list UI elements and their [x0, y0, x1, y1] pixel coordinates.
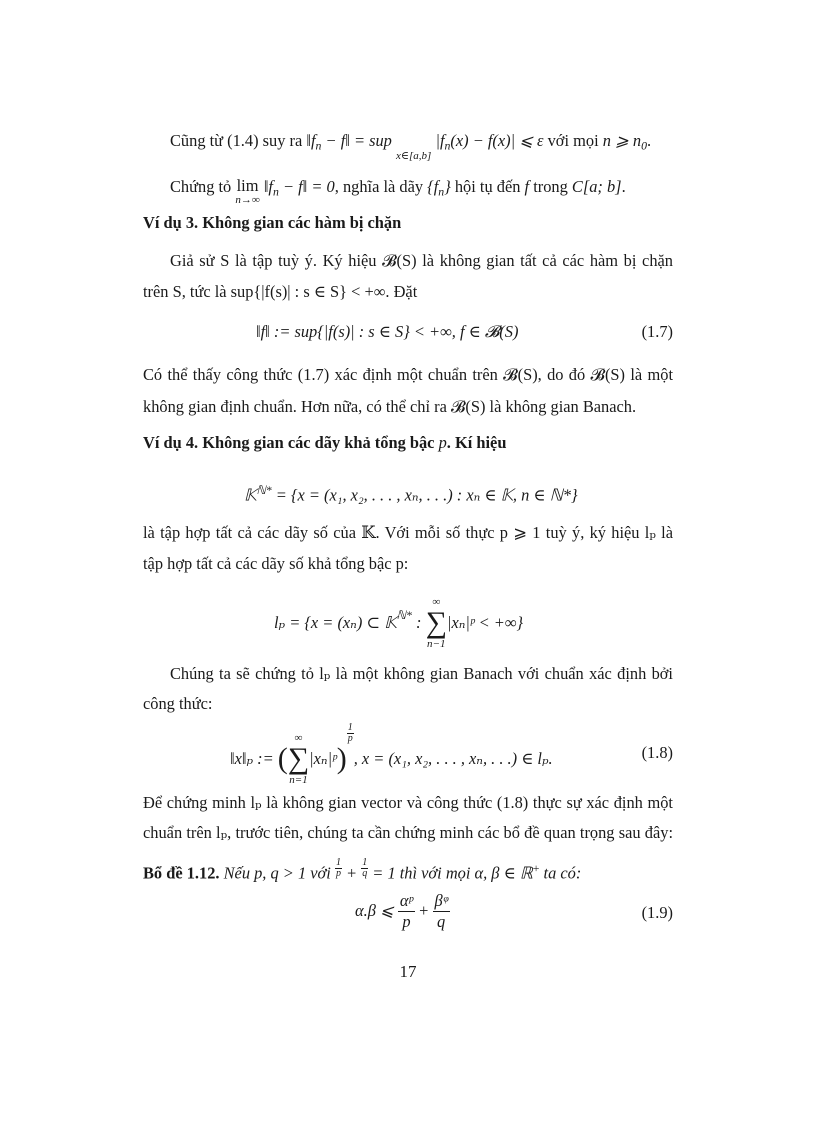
summation-norm: ∞ ∑ n=1 — [287, 732, 310, 787]
example-4-heading: Ví dụ 4. Không gian các dãy khả tổng bậc p. Kí hiệu — [143, 433, 507, 452]
p2-tail: hội tụ đến — [454, 177, 521, 196]
fraction-1-p: $\frac{1}{p}$ — [335, 857, 341, 880]
example-4-line-2: tập hợp tất cả các dãy số khả tổng bậc p: — [143, 554, 409, 573]
limit-operator: lim n→∞ — [235, 176, 260, 206]
example-3-line-4: không gian định chuẩn. Hơn nữa, có thể chỉ ra 𝓑(S) là không gian Banach. — [143, 397, 637, 416]
p2-lead: Chứng tỏ — [170, 177, 232, 196]
example-3-line-3: Có thể thấy công thức (1.7) xác định một chuẩn trên 𝓑(S), do đó 𝓑(S) là một — [143, 365, 673, 384]
p1-cond: n ⩾ $n_0$ — [602, 131, 647, 153]
equation-k-n: 𝕂$^{ℕ*}$ = {x = (x₁, x₂, . . . , xₙ, . . .) : xₙ ∈ 𝕂, n ∈ ℕ*} — [244, 483, 578, 505]
equation-lp: lₚ = {x = (xₙ) ⊂ 𝕂$^{ℕ*}$ : ∞ ∑ n−1 |xₙ|ᵖ < +∞} — [274, 596, 524, 651]
eq-number-1-8: (1.8) — [641, 743, 673, 762]
example-4-line-6: chuẩn trên lₚ, trước tiên, chúng ta cần chứng minh các bổ đề quan trọng sau đây: — [143, 823, 673, 842]
lemma-label: Bổ đề 1.12. — [143, 863, 220, 883]
example-4-line-3: Chúng ta sẽ chứng tỏ lₚ là một không gian Banach với chuẩn xác định bởi — [170, 664, 673, 683]
equation-1-7: ‖f‖ := sup{|f(s)| : s ∈ S} < +∞, f ∈ 𝓑(S) — [256, 322, 519, 341]
sup-operator: x∈[a,b] — [395, 150, 432, 162]
p2-trong: trong — [533, 177, 568, 196]
exponent-fraction: $\frac{1}{p}$ — [347, 722, 353, 744]
p1-formula: $‖f_n$ − f‖ = sup — [306, 131, 392, 153]
example-4-line-1: là tập hợp tất cả các dãy số của 𝕂. Với mỗi số thực p ⩾ 1 tuỳ ý, ký hiệu lₚ là — [143, 523, 673, 542]
p2-space: C[a; b] — [571, 177, 622, 196]
lemma-1-12: Bổ đề 1.12. Nếu p, q > 1 với $\frac{1}{p}$ + $\frac{1}{q} = 1$ thì với mọi α, β ∈ ℝ+ ta có: — [143, 857, 582, 883]
p2-middle: , nghĩa là dãy — [334, 177, 424, 196]
p2-f: f — [524, 177, 530, 196]
p1-lead: Cũng từ (1.4) suy ra — [170, 131, 303, 150]
eq-number-1-7: (1.7) — [641, 322, 673, 341]
paragraph-2: Chứng tỏ lim n→∞ $‖f_n$ − f‖ = 0, nghĩa là dãy $\{f_n\}$ hội tụ đến f trong C[a; b]. — [170, 176, 626, 206]
p1-abs: $|f_n(x) - f(x)|$ ⩽ ε — [435, 131, 544, 153]
equation-1-8: ‖x‖ₚ := ( ∞ ∑ n=1 |xₙ|ᵖ) $\frac{1}{p}$, x = (x₁, x₂, . . . , xₙ, . . .) ∈ lₚ. — [230, 722, 553, 787]
example-4-line-4: công thức: — [143, 694, 213, 713]
example-3-heading: Ví dụ 3. Không gian các hàm bị chặn — [143, 213, 402, 232]
page-number: 17 — [399, 962, 417, 981]
fraction-alpha-p: $\frac{\text{αᵖ}}{p}$ — [399, 890, 414, 931]
example-3-line-2: trên S, tức là sup{|f(s)| : s ∈ S} < +∞. Đặt — [143, 282, 418, 301]
eq-number-1-9: (1.9) — [641, 903, 673, 922]
p2-expr: $‖f_n$ − f‖ = 0 — [263, 177, 335, 199]
example-4-line-5: Để chứng minh lₚ là không gian vector và công thức (1.8) thực sự xác định một — [143, 793, 673, 812]
fraction-1-q: $\frac{1}{q}$ — [362, 857, 368, 880]
paragraph-1: Cũng từ (1.4) suy ra $‖f_n$ − f‖ = sup x∈[a,b] $|f_n(x) - f(x)|$ ⩽ ε với mọi n ⩾ $n_0$. — [170, 131, 652, 162]
summation-lp: ∞ ∑ n−1 — [425, 596, 447, 651]
p2-seq: $\{f_n\}$ — [427, 177, 451, 199]
p1-tail: với mọi — [547, 131, 599, 150]
example-3-line-1: Giả sử S là tập tuỳ ý. Ký hiệu 𝓑(S) là không gian tất cả các hàm bị chặn — [170, 251, 673, 270]
equation-1-9: α.β ⩽ $\frac{\text{αᵖ}}{p}$ + $\frac{\text{βᵠ}}{q}$ — [355, 890, 448, 931]
fraction-beta-q: $\frac{\text{βᵠ}}{q}$ — [434, 890, 448, 931]
